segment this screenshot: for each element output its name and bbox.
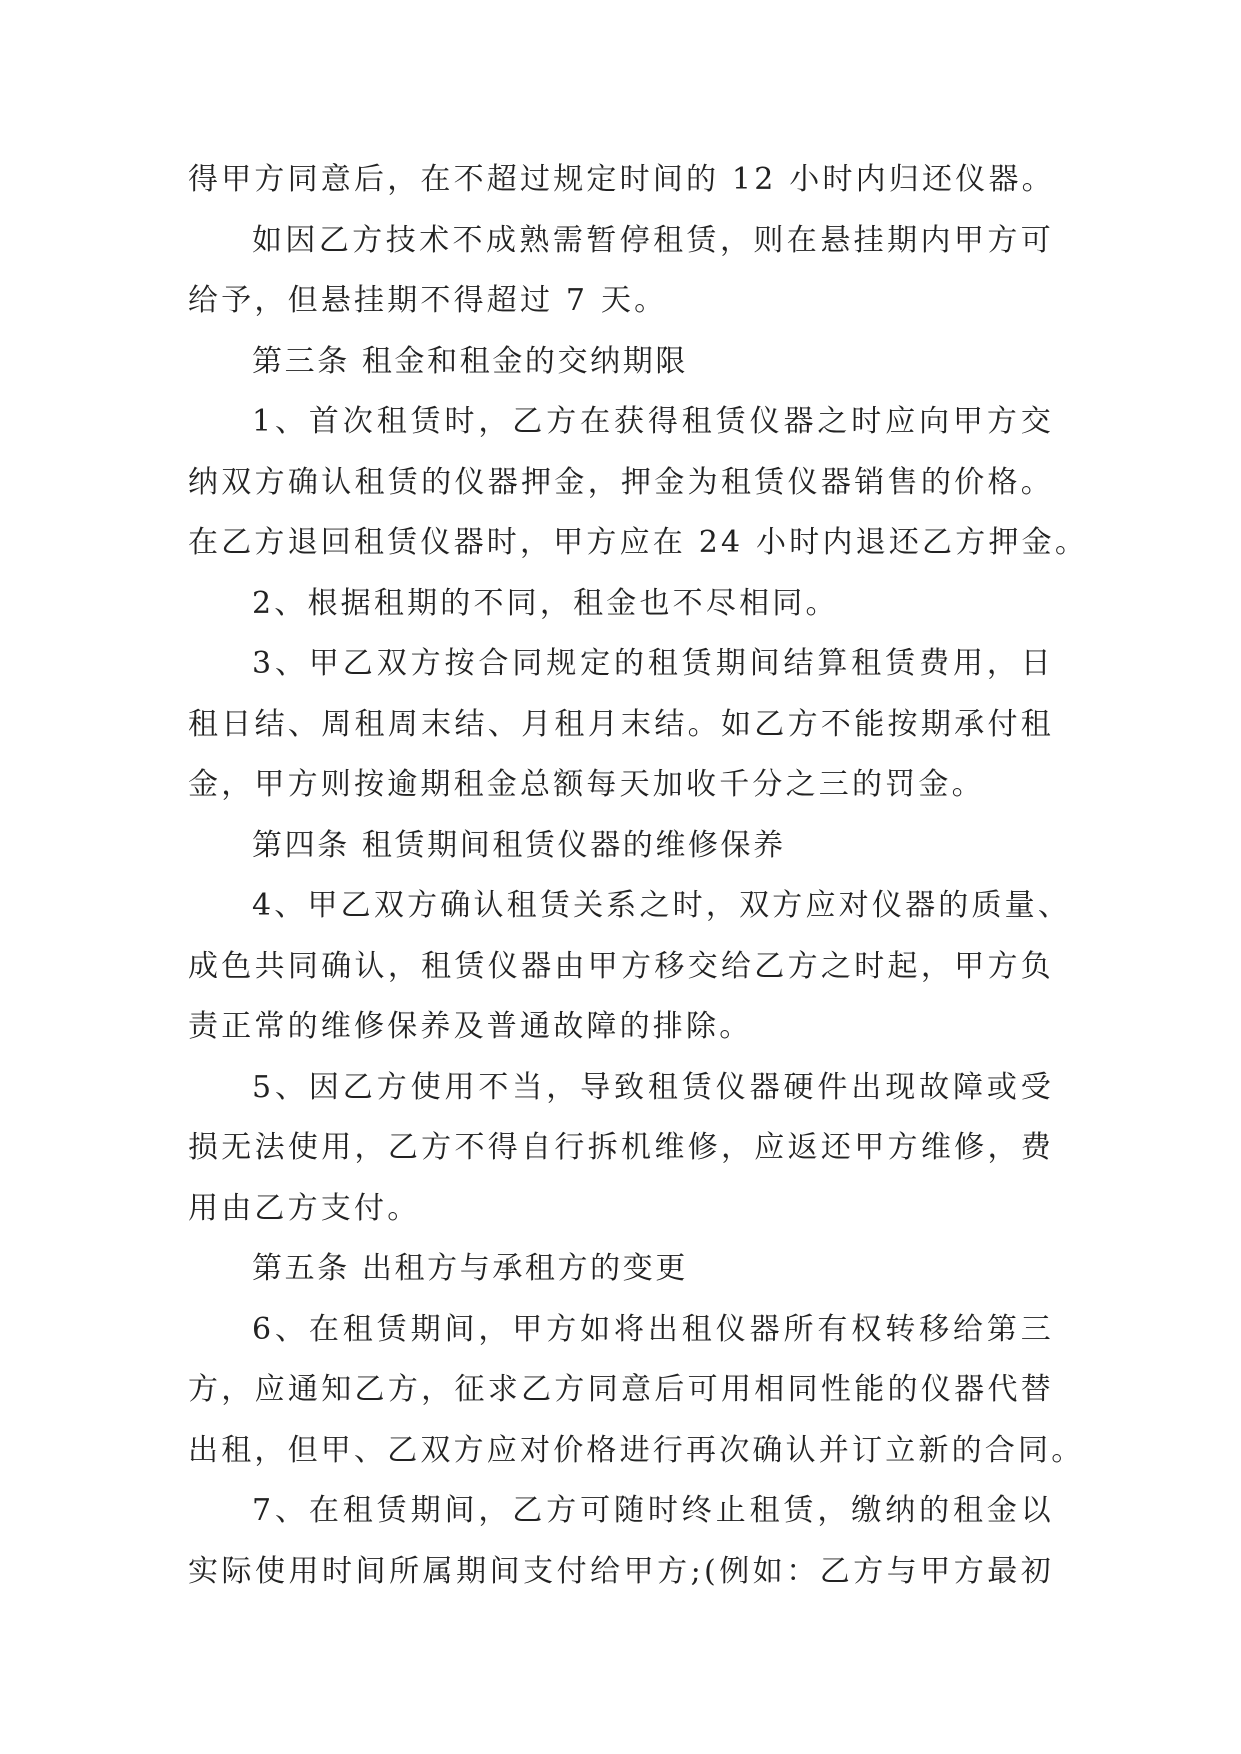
text-line-23: 7、在租赁期间，乙方可随时终止租赁，缴纳的租金以	[252, 1493, 1054, 1528]
text-line-6: 纳双方确认租赁的仪器押金，押金为租赁仪器销售的价格。	[188, 464, 1054, 500]
text-line-8: 2、根据租期的不同，租金也不尽相同。	[252, 585, 839, 621]
text-line-18: 用由乙方支付。	[188, 1190, 421, 1226]
text-line-10: 租日结、周租周末结、月租月末结。如乙方不能按期承付租	[188, 706, 1054, 742]
text-line-5: 1、首次租赁时，乙方在获得租赁仪器之时应向甲方交	[252, 404, 1054, 439]
text-line-3: 给予，但悬挂期不得超过 7 天。	[188, 283, 668, 318]
text-line-2: 如因乙方技术不成熟需暂停租赁，则在悬挂期内甲方可	[252, 222, 1054, 258]
text-line-1: 得甲方同意后，在不超过规定时间的 12 小时内归还仪器。	[188, 162, 1055, 197]
text-line-21: 方，应通知乙方，征求乙方同意后可用相同性能的仪器代替	[188, 1372, 1054, 1407]
text-line-15: 责正常的维修保养及普通故障的排除。	[188, 1009, 753, 1044]
text-line-17: 损无法使用，乙方不得自行拆机维修，应返还甲方维修，费	[188, 1130, 1054, 1165]
text-line-9: 3、甲乙双方按合同规定的租赁期间结算租赁费用，日	[252, 646, 1054, 681]
section-heading-article-3: 第三条 租金和租金的交纳期限	[252, 343, 688, 379]
section-heading-article-5: 第五条 出租方与承租方的变更	[252, 1251, 688, 1286]
text-line-20: 6、在租赁期间，甲方如将出租仪器所有权转移给第三	[252, 1311, 1054, 1347]
text-line-22: 出租，但甲、乙双方应对价格进行再次确认并订立新的合同。	[188, 1432, 1085, 1468]
section-heading-article-4: 第四条 租赁期间租赁仪器的维修保养	[252, 827, 786, 863]
text-line-13: 4、甲乙双方确认租赁关系之时，双方应对仪器的质量、	[252, 888, 1072, 923]
text-line-11: 金，甲方则按逾期租金总额每天加收千分之三的罚金。	[188, 767, 985, 802]
text-line-24: 实际使用时间所属期间支付给甲方;(例如：乙方与甲方最初	[188, 1553, 1054, 1589]
text-line-16: 5、因乙方使用不当，导致租赁仪器硬件出现故障或受	[252, 1069, 1054, 1105]
text-line-14: 成色共同确认，租赁仪器由甲方移交给乙方之时起，甲方负	[188, 948, 1054, 984]
contract-text-body	[188, 150, 1089, 1602]
text-line-7: 在乙方退回租赁仪器时，甲方应在 24 小时内退还乙方押金。	[188, 525, 1089, 560]
